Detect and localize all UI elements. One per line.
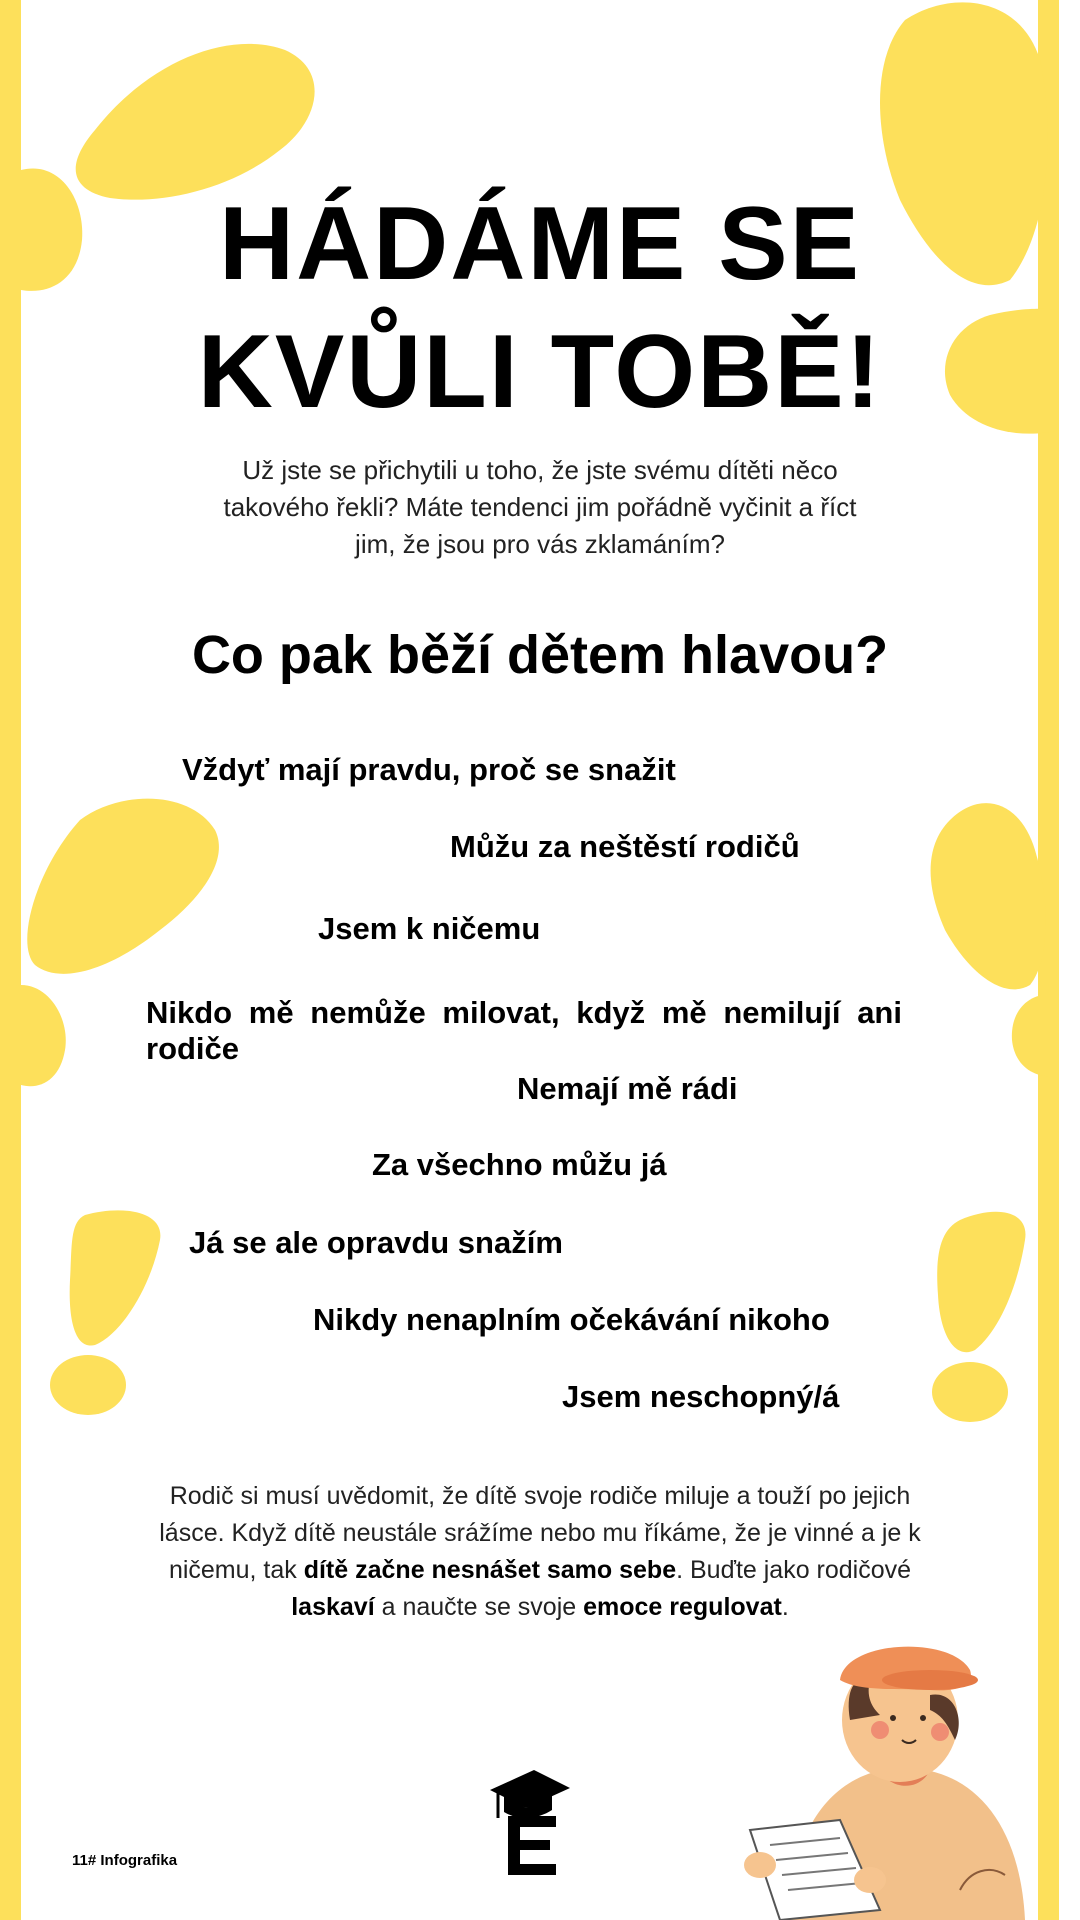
- infographic-number-tag: 11# Infografika: [72, 1852, 178, 1869]
- thought-item: Nemají mě rádi: [517, 1071, 738, 1106]
- section-heading: Co pak běží dětem hlavou?: [191, 625, 889, 685]
- graduation-cap-e-logo-icon: [490, 1768, 570, 1876]
- thought-item: Vždyť mají pravdu, proč se snažit: [182, 752, 676, 787]
- title-line-1: HÁDÁME SE: [218, 186, 862, 302]
- blob-right-middle: [931, 803, 1046, 989]
- intro-paragraph: Už jste se přichytili u toho, že jste svému dítěti něco takového řekli? Máte tendenci jim pořádně vyčinit a říct jim, že jsou pro vás zklamáním?: [223, 455, 857, 559]
- thought-item: Já se ale opravdu snažím: [189, 1225, 563, 1260]
- thought-item: Jsem neschopný/á: [562, 1379, 840, 1414]
- thought-item: Můžu za neštěstí rodičů: [450, 829, 800, 864]
- conclusion-bold-3: emoce regulovat: [583, 1593, 782, 1621]
- boy-reading-paper-illustration: [730, 1620, 1050, 1920]
- conclusion-text-4: .: [781, 1593, 789, 1621]
- exclamation-left-stroke: [70, 1210, 161, 1345]
- thought-item: Nikdy nenaplním očekávání nikoho: [313, 1302, 830, 1337]
- conclusion-bold-2: laskaví: [291, 1593, 375, 1621]
- title-line-2: KVŮLI TOBĚ!: [197, 314, 883, 430]
- blob-right-lower: [1012, 994, 1059, 1076]
- conclusion-text-2: . Buďte jako rodičové: [676, 1556, 912, 1584]
- blob-top-left: [76, 44, 315, 200]
- blob-left-middle: [27, 799, 219, 974]
- thought-item: Nikdo mě nemůže milovat, když mě nemilují ani rodiče: [146, 995, 902, 1066]
- conclusion-paragraph: [150, 1478, 930, 1626]
- conclusion-bold-1: dítě začne nesnášet samo sebe: [303, 1556, 677, 1584]
- main-title: [0, 180, 1080, 436]
- conclusion-text-1: Rodič si musí uvědomit, že dítě svoje rodiče miluje a touží po jejich lásce. Když dítě neustále srážíme nebo mu říkáme, že je vinné a je k ničemu, tak: [159, 1482, 921, 1584]
- exclamation-right-dot: [932, 1362, 1008, 1422]
- exclamation-right-stroke: [937, 1212, 1025, 1352]
- exclamation-left-dot: [50, 1355, 126, 1415]
- conclusion-text-3: a naučte se svoje: [374, 1593, 584, 1621]
- thought-item: Za všechno můžu já: [372, 1147, 667, 1182]
- thought-item: Jsem k ničemu: [318, 911, 541, 946]
- blob-left-lower: [21, 985, 66, 1086]
